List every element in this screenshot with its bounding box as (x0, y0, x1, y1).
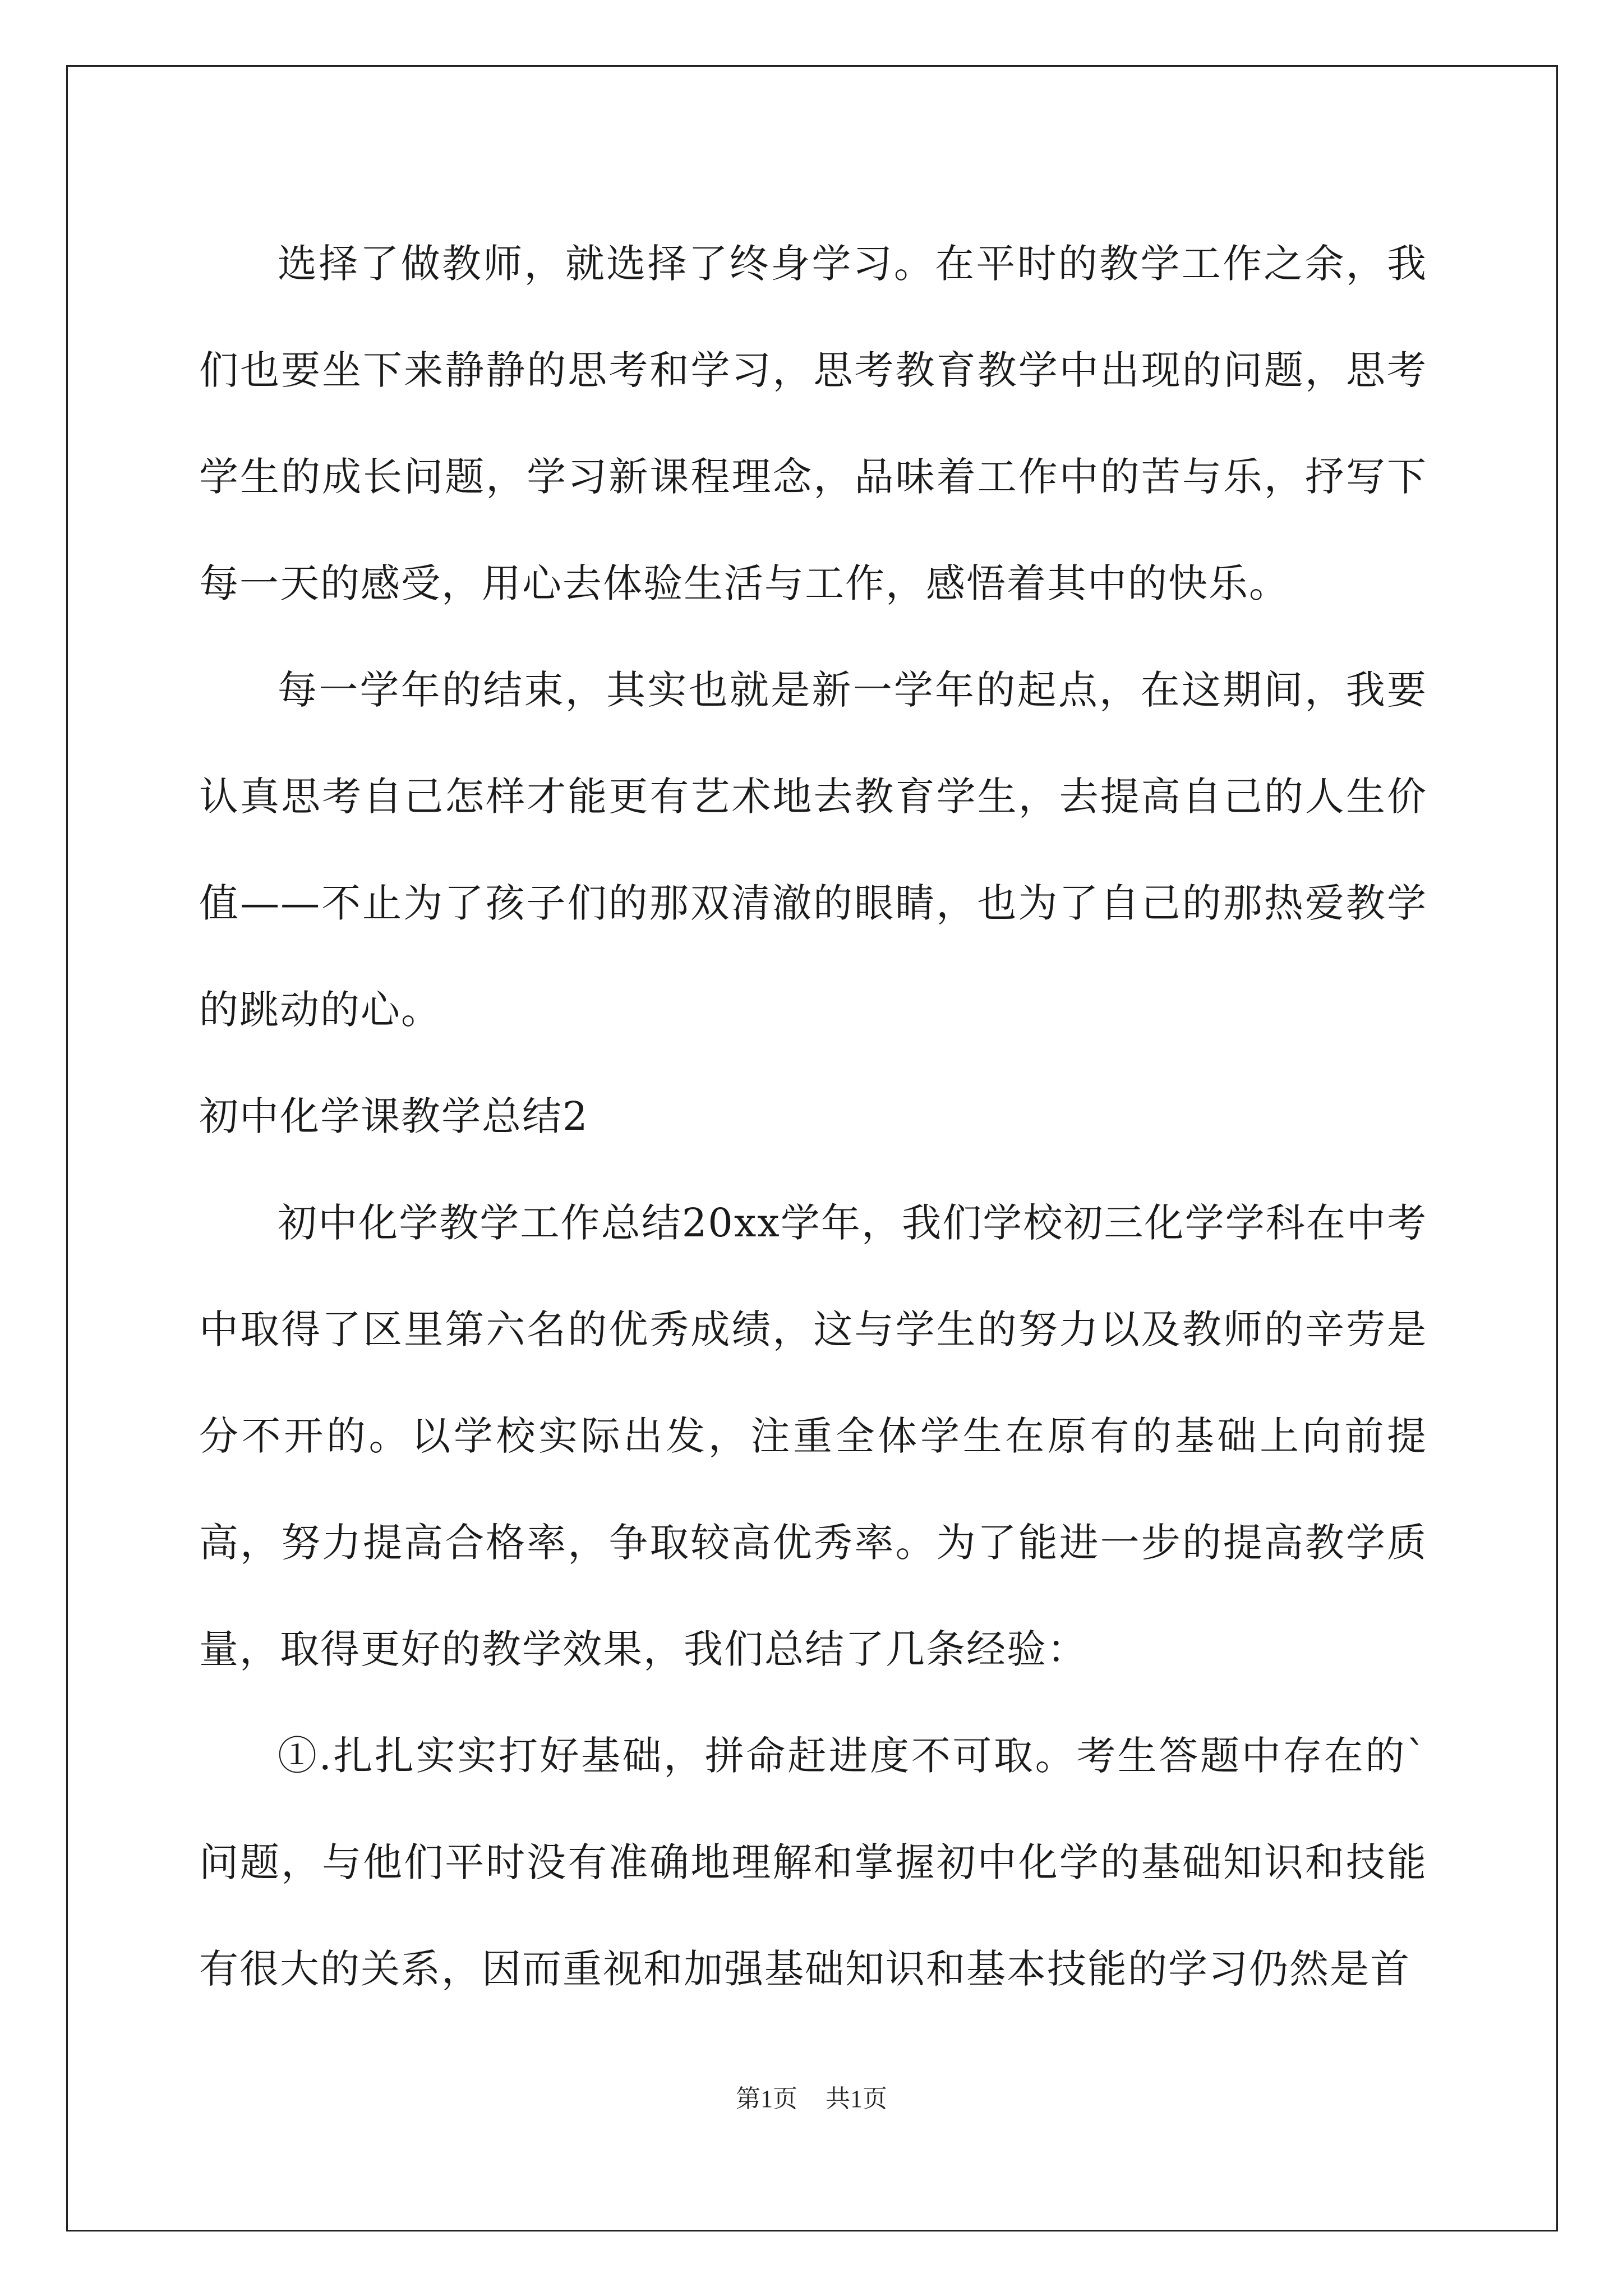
paragraph-2: 每一学年的结束，其实也就是新一学年的起点，在这期间，我要认真思考自己怎样才能更有艺术地去教育学生，去提高自己的人生价值——不止为了孩子们的那双清澈的眼睛，也为了自己的那热爱教学的跳动的心。 (199, 667, 1427, 1033)
page-total: 共1页 (826, 2085, 887, 2113)
page-footer (0, 2078, 1623, 2114)
paragraph-3: 初中化学教学工作总结20xx学年，我们学校初三化学学科在中考中取得了区里第六名的优秀成绩，这与学生的努力以及教师的辛劳是分不开的。以学校实际出发，注重全体学生在原有的基础上向前提高，努力提高合格率，争取较高优秀率。为了能进一步的提高教学质量，取得更好的教学效果，我们总结了几条经验： (199, 1200, 1427, 1672)
paragraph-1: 选择了做教师，就选择了终身学习。在平时的教学工作之余，我们也要坐下来静静的思考和学习，思考教育教学中出现的问题，思考学生的成长问题，学习新课程理念，品味着工作中的苦与乐，抒写下每一天的感受，用心去体验生活与工作，感悟着其中的快乐。 (199, 241, 1427, 606)
document-body (199, 210, 1427, 2022)
page-number: 第1页 (736, 2085, 797, 2113)
section-heading: 初中化学课教学总结2 (199, 1093, 589, 1139)
paragraph-4: ①.扎扎实实打好基础，拼命赶进度不可取。考生答题中存在的`问题，与他们平时没有准确地理解和掌握初中化学的基础知识和技能有很大的关系，因而重视和加强基础知识和基本技能的学习仍然是首 (199, 1733, 1427, 1992)
